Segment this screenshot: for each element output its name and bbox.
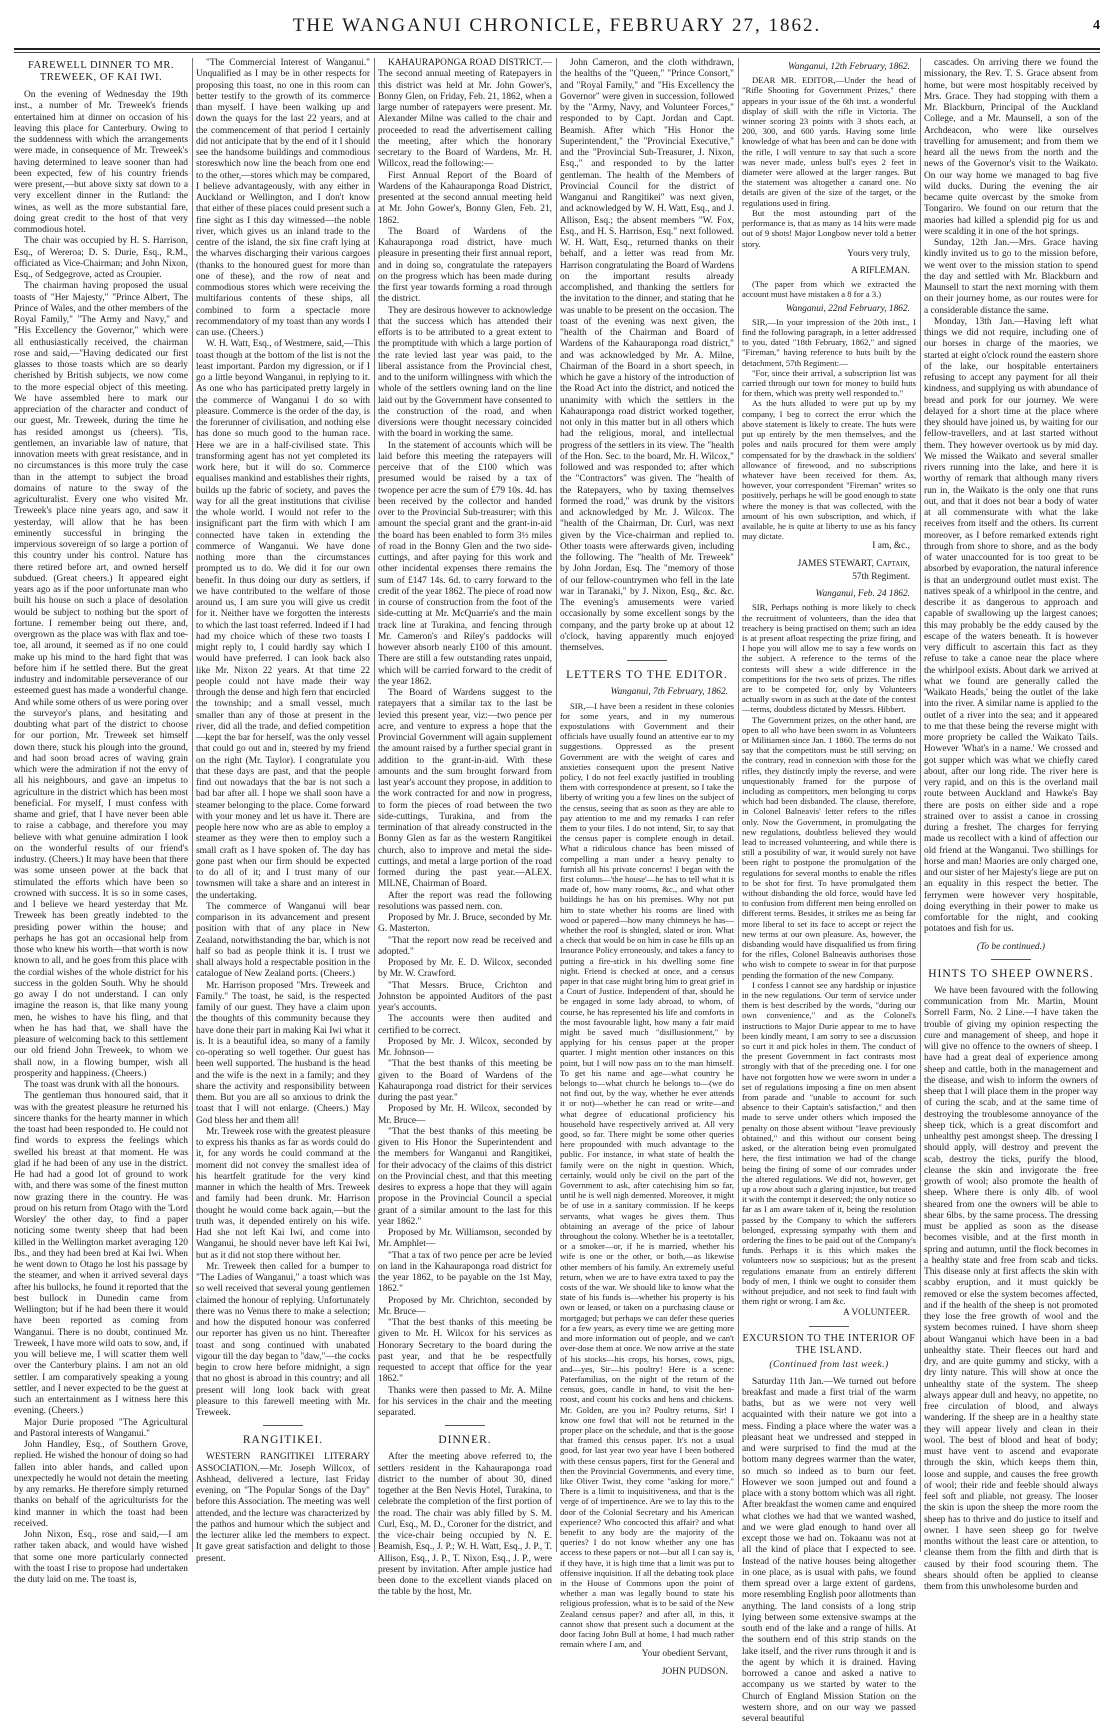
paragraph: "That the best thanks of this meeting be given to His Honor the Superintendent and the members for Wanganui and Rangitikei, for their advocacy of the claims of this district on the Provincial chest, and that this meeting desires to express a hope that they will again propose in the Provincial Council a special grant of a similar amount to the last for this year 1862." [378,1126,552,1227]
column-3 [378,58,552,1598]
letter-dateline: Wanganui, 22nd February, 1862. [785,303,910,314]
paragraph: John Handley, Esq., of Southern Grove, replied. He wished the honour of doing so had fallen into abler hands, and called upon unexpectedly he would not detain the meeting by any remarks. He therefore simply returned thanks on behalf of the agriculturists for the kind manner in which the toast had been received. [14,1440,188,1529]
article-heading: FAREWELL DINNER TO MR. TREWEEK, OF KAI IWI. [28,60,174,83]
paragraph: KAHAURAPONGA ROAD DISTRICT.—The second annual meeting of Ratepayers in this district was held at Mr. John Gower's, Bonny Glen, on Friday, Feb. 21, 1862, when a large number of ratepayers were present. Mr. Alexander Milne was called to the chair and proceeded to read the advertisement calling the meeting, after which the honorary secretary to the Board of Wardens, Mr. H. Willcox, read the following:— [378,58,552,170]
section-heading-rangitikei: RANGITIKEI. [242,1434,324,1447]
masthead-rule-thin [14,52,1100,53]
column-2 [196,58,370,1564]
paragraph: "The Commercial Interest of Wanganui." Unqualified as I may be in other respects for proposing this toast, no one in this room can better testify to the growth of its commerce than myself. I have been walking up and down the quays for the last 22 years, and at the commencement of that period I certainly did not anticipate that by the end of it I should see the handsome buildings and commodious storeswhich now line the beach from one end to the other,—stores which may be compared, I believe advantageously, with any either in Auckland or Wellington, and I don't know that either of these places could present such a fine sight as I this day witnessed—the noble river, which gives us an inland trade to the centre of the island, the six fine craft lying at the wharves discharging their various cargoes (thanks to the honoured guest for more than one of these), and the row of neat and commodious stores which were receiving the multifarious contents of these ships, all combined to form a spectacle more recommendatory of my toast than any words I can use. (Cheers.) [196,58,370,338]
section-rule [445,1425,485,1426]
section-heading-excursion: EXCURSION TO THE INTERIOR OF THE ISLAND. [742,1332,916,1356]
section-heading-dinner: DINNER. [438,1434,492,1447]
paragraph: The chairman having proposed the usual toasts of "Her Majesty," "Prince Albert, The Prince of Wales, and the other members of the Royal Family," "The Army and Navy," and "His Excellency the Governor," which were all enthusiastically received, the chairman rose and said,—"Having dedicated our first glasses to those toasts which are so dearly cherished by British subjects, we now come to the more especial object of this meeting. We have assembled here to mark our appreciation of the character and conduct of our guest, Mr. Treweek, during the time he has resided amongst us (cheers). 'Tis, gentlemen, an invariable law of nature, that innovation meets with great resistance, and in no circumstances is this more truly the case than in the attempt to subject the broad domains of nature to the sway of the agriculturalist. Every one who visited Mr. Treweek's place nine years ago, and saw it yesterday, will allow that he has been eminently successful in bringing the impervious sovereign of so large a portion of this country under his control. Nature has there retired before art, and owned herself subdued. (Great cheers.) It appeared eight years ago as if the poor unfortunate man who built his house on such a place of desolation would be subject to nothing but the sport of fortune. I remember being out there, and, overgrown as the place was with flax and toe-toe, all around, it seemed as if no one could make up his mind to the hard fight that was before him if he settled there. But the great industry and indomitable perseverance of our esteemed guest has made a wonderful change. And while some others of us were poring over the surveyor's plans, and hesitating and doubting what part of the district to choose for our portion, Mr. Treweek set himself down there, stuck his plough into the ground, and had soon broad acres of waving grain which were the admiration if not the envy of all his neighbours, and gave an impetus to agriculture in the district which has been most beneficial. For myself, I must confess with shame and grief, that I have never been able to raise a cabbage, and therefore you may believe with what genuine admiration I look on the wonderful results of our friend's industry. (Cheers.) It may have been that there was some unseen power at the back that stimulated the efforts which have been so crowned with success. It is so in some cases, and I believe we heard yesterday that Mr. Treweek has been greatly indebted to the presiding power within the house; and perhaps he has got an occasional help from those who knew his worth—that worth is now known to all, and he goes from this place with the cordial wishes of the whole district for his success in the golden South. Why he should go away I do not understand. I can only imagine the reason is, that like many young men, he wishes to have his fling, and that when he has had that, we shall have the pleasure of welcoming back to this settlement our old friend John Treweek, to whom we shall now, in a flowing bumper, wish all prosperity and happiness. (Cheers.) [14,281,188,1079]
paragraph: We have been favoured with the following communication from Mr. Martin, Mount Sorrell Farm, No. 2 Line.—I have taken the trouble of giving my opinion respecting the cure and management of sheep, and hope it will give no offence to the owners of sheep. I have had a great deal of experience among sheep and cattle, both in the management and the disease, and wish to inform the owners of sheep that I will place them in the proper way of curing the scab, and at the same time of destroying the troublesome annoyance of the sheep tick, which is a great discomfort and unhealthy pest amongst sheep. The dressing I should apply, will destroy and prevent the scab, destroy the ticks, purify the blood, cleanse the skin and invigorate the free growth of wool; also promote the health of sheep. Where there is only 4lb. of wool sheared from one the owners will be able to shear 6lbs. by the same process. The dressing must be applied as soon as the disease becomes visible, and at the first month in spring and autumn, until the flock becomes in a healthy state and free from scab and ticks. This disease only at first affects the skin with scabby eruption, and it must quickly be removed or else the system becomes affected, and if the health of the sheep is not promoted they lose the free growth of wool and the system becomes ruined. I have shorn sheep about Wanganui which have been in a bad unhealthy state. Their fleeces out hard and dry, and are quite gummy and sticky, with a dry linty nature. This will show at once the unhealthy state of the system. The sheep always appear dull and heavy, no appetite, no free circulation of blood, and always wandering. If the sheep are in a healthy state they will appear lively and clean in their wool. The best of blood and heat of body; must have vent to ascend and evaporate through the skin, which keeps them thin, loose and supple, and causes the free growth of wool; their ride and feeble should always feel soft and pliable, not greasy. The looser the skin is upon the sheep the more room the sheep has to thrive and do justice to itself and owner. I have seen sheep go for twelve months without the least care or attention, to cleanse them from the filth and dirth that is caused by their food scouring them. The shears should often be applied to cleanse them from this unwholesome burden and [924,985,1098,1592]
paragraph: The chair was occupied by H. S. Harrison, Esq., of Wereroa; D. S. Durie, Esq., R.M., officiated as Vice-Chairman; and John Nixon, Esq., of Sedgegrove, acted as Croupier. [14,236,188,280]
paragraph: The Board of Wardens suggest to the ratepayers that a similar tax to the last be levied this present year, viz:—two pence per acre, and venture to express a hope that the Provincial Government will again supplement the amount raised by a further special grant in addition to the grant-in-aid. With these amounts and the sum brought forward from last year's account they propose, in addition to the work contracted for and now in progress, to form the pieces of road between the two side-cuttings, Turakina, and from the termination of that already constructed in the Bonny Glen as far as the western Rangitikei church, also to improve and metal the side-cuttings, and metal a large portion of the road formed during the past year.—ALEX. MILNE, Chairman of Board. [378,688,552,890]
letter-paragraph: SIR,—In your impression of the 20th inst., I find the following paragraph, in a letter addressed to you, dated "18th February, 1862," and signed "Fireman," having reference to huts built by the detachment, 57th Regiment:— [742,316,916,368]
page-number: 4 [1093,18,1100,33]
paragraph: W. H. Watt, Esq., of Westmere, said,—This toast though at the bottom of the list is not the least important. Pardon my digression, or if I go a little beyond Wanganui, in replying to it. As one who has participated pretty largely in the commerce of Wanganui I do so with pleasure. Commerce is the order of the day, is the forerunner of civilisation, and nothing else has done so much good to the human race. Here we are in a half-civilised state. This transforming agent has not yet completed its work here, but it will do so. Commerce equalises mankind and establishes their rights, builds up the fabric of society, and paves the way for all the great institutions that civilise the whole world. I would not refer to the insignificant part the firm with which I am connected have taken in extending the commerce of Wanganui. We have done nothing more than the circumstances prompted us to do. We did it for our own benefit. In thus doing our duty as settlers, if we have contributed to the welfare of those around us, I am sure you will give us credit for it. Neither have we forgotten the interests to which the last toast referred. Indeed if I had had my choice which of these two toasts I might reply to, I could hardly say which I would have preferred. I can look back also like Mr. Nixon 22 years. At that time 22 people could not have made their way through the dense and high fern that encircled the township; and a small vessel, much smaller than any of those at present in the river, did all the trade, and defied competition—kept the bar for herself, was the only vessel that could go out and in, steered by my friend on the right (Mr. Taylor). I congratulate you that these days are past, and that the people find out nowadays that the bar is not such a bad bar after all. I hope we shall soon have a steamer belonging to the place. Come forward with your money and let us have it. There are people here now who are as able to employ a steamer as they were then to employ such a small craft as I have spoken of. The day has gone past when our firm should be expected to do all of it; and I trust many of our townsmen will take a share and an interest in the undertaking. [196,339,370,901]
letter-paragraph: SIR,—I have been a resident in these colonies for some years, and in my numerous expostulations with Government and their officials have usually found an attentive ear to my suggestions. Oppressed as the present Government are with the weight of cares and anxieties consequent upon the present Native policy, I do not feel exactly justified in troubling them with correspondence at present, so I take the liberty of writing you a few lines on the subject of the census, seeing that as soon as they are able to pay attention to me and my remarks I can refer them to your files. I do not intend, Sir, to say that the census paper is complete enough in detail. What a ridiculous chance has been missed of compelling a man under a heavy penalty to furnish all his private concerns! I began with the first column—'the house'—he has to tell what it is made of, how many rooms, &c., and what other buildings he has on his premises. Why not put him to state whether his rooms are lined with wood or papered—how many chimneys he has—whether the roof is shingled, slated or iron. What a check that would be on him in case he fills up an Insurance Policy erroneously, and takes a fancy to putting a fire-stick in his dwelling some fine night. Friend is checked at once, and a census paper in that case might bring him to great grief in a Court of Justice. Independent of that, should he be engaged in some lady abroad, to whom, of course, he has represented his life and comforts in the most favourable light, how many a fair maid might be saved much "disillusionment," by applying for his census paper at the proper quarter. I might mention other instances on this point, but I will now pass on to the man himself. To get his name and age—what country he belongs to—what church he belongs to—(we do not find out, by the way, whether he ever attends it or not)—whether he can read or write—and what degree of educational proficiency his household have respectively arrived at. All very good, so far. There might be some other queries here propounded with much advantage to the public. For instance, in what state of health the family were on the night in question. Which, certainly, would only be civil on the part of the Government to ask, after catechising him so far, until he is well nigh demented. Moreover, it might be of use in a sanitary commission. If he keeps servants, what wages he gives them. Thus obtaining an average of the price of labour throughout the colony. Whether he is a teetotaller, or a smoker—or, if he is married, whether his wife is one or the other, or both,—as likewise other members of his family. An extremely useful return, when we are to have extra taxed to pay the costs of the war. We should like to know what the state of his funds is—whether his property is his own or leased, or taken on a purchasing clause or mortgaged; but perhaps we can defer these queries for a few years, as every time we are getting more and more information out of people, and we can't over-dose them at once. We now arrive at the state of his stocks—his crops, his horses, cows, pigs, and—yes, Sir—his poultry! Here is a scene: Paterfamilias, on the night of the return of the census, goes, candle in hand, to visit the hen-roost, and count his cocks and hens and chickens. Mr. Golden, are you in? Poultry returns, Sir! I know one fowl that will not be returned in the proper place on the schedule, and that is the goose that framed this census paper. It's not a usual good, for last year two year have I been bothered with these census papers, first for the General and then the Provincial Governments, and every time, like Oliver Twist, they come "asking for more." There is a limit to inquisitiveness, and that is the verge of of impertinence. Are we to lay this to the door of the Colonial Secretary and his American experience? Who concocted this affair? and what benefit to any body are the majority of the queries? I do not know whether any one has access to these papers or not—but all I can say is, if they have, it is high time that a limit was put to offensive inquisition. If all the debating took place in the House of Commons upon the point of whether a man was legally bound to state his religious profession, what is to be said of the New Zealand census paper? and after all, in this, it cannot show that present such a document at the door facing John Bull at home, I had much rather remain where I am, and [560,700,734,1650]
paragraph: The Board of Wardens of the Kahauraponga road district, have much pleasure in presenting their first annual report, and in doing so, congratulate the ratepayers on the progress which has been made during the first year towards forming a road through the district. [378,226,552,305]
column-4 [560,58,734,1677]
paragraph: Proposed by Mr. J. Wilcox, seconded by Mr. Johnson— [378,1036,552,1058]
column-6 [924,58,1098,1592]
section-subheading: (Continued from last week.) [769,1359,889,1370]
paragraph: The accounts were then audited and certified to be correct. [378,1014,552,1036]
letter-paragraph: "For, since their arrival, a subscription list was carried through our town for money to build huts for them, which was pretty well responded to." [742,367,916,399]
paragraph: The toast was drunk with all the honours. [24,1080,180,1090]
paragraph: The commerce of Wanganui will bear comparison in its advancement and present position with that of any place in New Zealand, notwithstanding the bar, which is not half so bad as people think it is. I trust we shall always hold a respectable position in the catalogue of New Zealand ports. (Cheers.) [196,901,370,980]
columns [14,58,1100,1725]
column-divider [374,58,375,1552]
paragraph: Sunday, 12th Jan.—Mrs. Grace having kindly invited us to go to the mission before, we went over to the mission station to spend the day and settled with Mr. Blackburn and Maunsell to start the next morning with them on their journey home, as our routes were for a considerable distance the same. [924,238,1098,316]
paragraph: WESTERN RANGITIKEI LITERARY ASSOCIATION.—Mr. Joseph Willcox, of Ashhead, delivered a lecture, last Friday evening, on "The Popular Songs of the Day" before this Association. The meeting was well attended, and the lecture was characterized by the pathos and humour which the subject and the lecturer alike led the members to expect. It gave great satisfaction and delight to those present. [196,1452,370,1564]
letter-signoff: I am, &c., [872,541,910,552]
editor-note: (The paper from which we extracted the account must have mistaken a 8 for a 3.) [742,279,916,300]
section-rule [263,1425,303,1426]
letter-signoff: Yours very truly, [847,248,910,259]
section-rule [991,959,1031,960]
paragraph: John Nixon, Esq., rose and said,—I am rather taken aback, and would have wished that some one more particularly connected with the toast I rise to propose had undertaken the duty laid on me. The toast is, [14,1530,188,1585]
paragraph: In the statement of accounts which will be laid before this meeting the ratepayers will perceive that of the £100 which was presumed would be raised by a tax of twopence per acre the sum of £79 10s. 4d. has been received by the collector and handed over to the Provincial Sub-treasurer; with this amount the special grant and the grant-in-aid the board has been enabled to form 3½ miles of road in the Bonny Glen and the two side-cuttings, and after paying for this work and other incidental expenses there remains the sum of £147 14s. 6d. to carry forward to the credit of the year 1862. The piece of road now in course of construction from the foot of the side-cutting at Mr. McQuarrie's and the main track line at Turakina, and fencing through Mr. Cameron's and Riley's paddocks will however absorb nearly £100 of this amount. There are still a few outstanding rates unpaid, which will be carried forward to the credit of the year 1862. [378,440,552,687]
letter-paragraph: As the huts alluded to were put up by my company, I beg to correct the error which the above statement is likely to create. The huts were put up entirely by the men themselves, and the poles and nails procured for them were amply compensated for by the drawback in the soldiers' allowance of firewood, and no subscriptions whatever have been received for them. As, however, your correspondent "Fireman" writes so positively, perhaps he will be good enough to state where the money is that was collected, with the amount of his own subscription, and which, if available, he is quite at liberty to use as his fancy may dictate. [742,398,916,542]
column-divider [192,58,193,1552]
letter-paragraph: DEAR MR. EDITOR,—Under the head of "Rifle Shooting for Government Prizes," there appears in your issue of the 6th inst. a wonderful display of skill with the rifle in Victoria. The winner scoring 23 points with 3 shots each, at 200, 300, and 600 yards. Having some little knowledge of what has been and can be done with the rifle, I will venture to say that such a score was never made, unless bull's eyes 2 feet in diameter were allowed at the larger ranges. But the statement was altogether a canard one. No details are given of the size of the target, or the regulations used in firing. [742,75,916,208]
paragraph: Saturday 11th Jan.—We turned out before breakfast and made a first trial of the warm baths, but as we were not very well acquainted with their nature we got into a mess. Finding a place where the water was a pleasant heat we undressed and stepped in and were surprised to find the mud at the bottom many degrees warmer than the water, so much so indeed as to burn our feet. However we soon jumped out and found a place with a stony bottom which was all right. After breakfast the women came and enquired what clothes we had that we wanted washed, and we were glad enough to hand over all except those we had on. Tokaanu was not at all the kind of place that I expected to see. Instead of the native houses being altogether in one place, as is usual with pahs, we found them spread over a large extent of gardens, more resembling English poor allotments than anything. The land consists of a long strip lying between some extensive swamps at the south end of the lake and a range of hills. At the southern end of this strip stands on the lake itself, and the river runs through it and is the agent by which it is drained. Having borrowed a canoe and asked a native to accompany us we started by water to the Church of England Mission Station on the western shore, and on our way we passed several beautiful [742,1376,916,1725]
letter-signature-rank: 57th Regiment. [852,571,910,582]
letter-dateline: Wanganui, 7th February, 1862. [610,687,728,698]
letter-signature: JAMES STEWART, Captain, [797,558,910,569]
paragraph: cascades. On arriving there we found the missionary, the Rev. T. S. Grace absent from home, but were most hospitably received by Mrs. Grace. They had stopping with them a Mr. Blackburn, Principal of the Auckland College, and a Mr. Maunsell, a son of the Archdeacon, who were like ourselves travelling for amusement; and from them we heard all the news from the north and the news of the Governor's visit to the Waikato. On our way home we managed to bag five wild ducks. During the evening the air became quite overcast by the smoke from Tongariro. We found on our return that the maories had killed a splendid pig for us and were scalding it in one of the hot springs. [924,58,1098,237]
letter-dateline: Wanganui, Feb. 24 1862. [815,589,910,600]
paragraph: Proposed by Mr. Chrichton, seconded by Mr. Bruce— [378,1295,552,1317]
column-5 [742,58,916,1725]
paragraph: Proposed by Mr. Williamson, seconded by Mr. Amphlet— [378,1228,552,1250]
letter-paragraph: SIR, Perhaps nothing is more likely to check the recruitment of volunteers, than the idea that treachery is being practised on them; such an idea is at present afloat respecting the prize firing, and I hope you will allow me to say a few words on the subject. A reference to the terms of the contests will shew a wide difference in the competitions for the two sets of prizes. The rifles are to be competed for, only by Volunteers actually sworn in as such at the date of the contest—terms, doubtless dictated by Messrs. Hibbert. [742,602,916,715]
paragraph: They are desirous however to acknowledge that the success which has attended their efforts is to be attributed to a great extent to the promptitude with which a large portion of the rate levied last year was paid, to the liberal assistance from the Provincial chest, and to the uniform willingness with which the whole of the settlers owning land on the line laid out by the Government have consented to the construction of the road, and when diversions were thought necessary coincided with the board in working the same. [378,305,552,440]
paragraph: The gentleman thus honoured said, that it was with the greatest pleasure he returned his sincere thanks for the hearty manner in which the toast had been responded to. He could not find words to express the feelings which swelled his breast at that moment. He was glad if he had been of any use in the district. He had had a good lot of ground to work with, and there was some of the finest mutton now grazing there in the country. He was proud on his return from Otago with the 'Lord Worsley' the other day, to find a paper noticing some twenty sheep that had been killed in the Wellington market averaging 120 lbs., and they had been bred at Kai Iwi. When he went down to Otago he lost his passage by the steamer, and when it arrived several days after his bullocks, he found it reported that the best bullock in Dunedin came from Wellington; but if he had been there it would have been reported as coming from Wanganui. There is no doubt, continued Mr. Treweek, I have more wild oats to sow, and, if you will believe me, I will scatter them well over the Canterbury plains. I am not an old settler. I am comparatively speaking a young settler, and I never expected to be the guest at such an entertainment as I witness here this evening. (Cheers.) [14,1091,188,1417]
paragraph: Mr. Harrison proposed "Mrs. Treweek and Family." The toast, he said, is the respected family of our guest. They have a claim upon the thoughts of this community because they have done their part in making Kai Iwi what it is. It is a beautiful idea, so many of a family co-operating so well together. Our guest has been well supported. The husband is the head and the wife is the next in a family; and they share the activity and responsibility between them. But you are all so anxious to drink the toast that I will not enlarge. (Cheers.) May God bless her and them all! [196,980,370,1126]
paragraph: "That the best thanks of this meeting be given to the Board of Wardens of the Kahauraponga road district for their services during the past year." [378,1059,552,1103]
paragraph: Proposed by Mr. E. D. Wilcox, seconded by Mr. W. Crawford. [378,958,552,980]
newspaper-title: THE WANGANUI CHRONICLE, FEBRUARY 27, 1862. [292,15,822,36]
letter-dateline: Wanganui, 12th February, 1862. [787,62,910,72]
letter-signature: A RIFLEMAN. [851,265,910,276]
paragraph: "That the best thanks of this meeting be given to Mr. H. Wilcox for his services as Honorary Secretary to the board during the past year, and that he be respectfully requested to accept that office for the year 1862." [378,1318,552,1385]
column-divider [556,58,557,1552]
letter-signature: A VOLUNTEER. [842,1308,910,1319]
paragraph: Mr. Treweek then called for a bumper to "The Ladies of Wanganui," a toast which was so well received that several young gentlemen claimed the honour of replying. Unfortunately there was no Venus there to make a selection; and how the disputed honour was conferred our reporter has given us no hint. Thereafter toast and song continued with unabated vigour till the day began to "daw,"—the cocks begin to crow here before midnight, a sign that no ghost is abroad in this country; and all present will long look back with great pleasure to this farewell meeting with Mr. Treweek. [196,1261,370,1418]
letter-signoff: Your obedient Servant, [641,1649,728,1660]
column-divider [920,58,921,1552]
masthead-rule [14,48,1100,50]
paragraph: Mr. Treweek rose with the greatest pleasure to express his thanks as far as words could do it, for any words he could command at the moment did not convey the smallest idea of his heartfelt gratitude for the very kind manner in which the health of Mrs. Treweek and family had been drunk. Mr. Harrison thought he would come back again,—but the truth was, it depended entirely on his wife. Had she not left Kai Iwi, and come into Wanganui, he should never have left Kai Iwi, but as it did not stop there without her. [196,1126,370,1261]
section-heading-sheep: HINTS TO SHEEP OWNERS. [928,967,1094,980]
paragraph: "That a tax of two pence per acre be levied on land in the Kahauraponga road district for the year 1862, to be payable on the 1st May, 1862." [378,1250,552,1295]
paragraph: First Annual Report of the Board of Wardens of the Kahauraponga Road District, presented at the second annual meeting held at Mr. John Gower's, Bonny Glen, Feb. 21, 1862. [378,170,552,226]
letter-paragraph: I confess I cannot see any hardship or injustice in the new regulations. Our term of service under them is best described by the words, "during our own convenience," and as the Colonel's instructions to Major Durie appear to me to have been kindly meant, I am sorry to see a discussion so curt it and pick holes in them. The conduct of the present Government in fact contrasts most strongly with that of the preceding one. I for one have not forgotten how we were sworn in under a set of regulations imposing a fine on men absent from parade and "unable to account for such absence to their Captain's satisfaction," and then made to serve under others which imposed the penalty on those absent without "leave previously obtained," and this without our consent being asked, or the alteration being even promulgated here, the first intimation we had of the change being the fining of some of our comrades under the altered regulations. We did not, however, get up a row about such a glaring injustice, but treated it with the contempt it deserved; the only notice so far as I am aware taken of it, being the resolution passed by the Company to which the sufferers belonged, expressing sympathy with them and ordering the fines to be paid out of the Company's funds. Perhaps it is this which makes the volunteers now so suspicious; but as the present regulations emanate from an entirely different body of men, I think we ought to consider them without prejudice, and not seek to find fault with them right or wrong. I am &c. [742,979,916,1307]
paragraph: Major Durie proposed "The Agricultural and Pastoral interests of Wanganui." [14,1417,188,1439]
paragraph: After the report was read the following resolutions was passed nem. con. [378,890,552,912]
paragraph: Thanks were then passed to Mr. A. Milne for his services in the chair and the meeting separated. [378,1385,552,1418]
masthead [14,6,1100,46]
paragraph: John Cameron, and the cloth withdrawn, the healths of the "Queen," "Prince Consort," and "Royal Family," and "His Excellency the Governor" were given in succession, followed by the "Army, Navy, and Volunteer Forces," responded to by Capt. Jordan and Capt. Beamish. After which "His Honor the Superintendent," the "Provincial Executive," and the "Provincial Sub-Treasurer, J. Nixon, Esq.," and responded to by the latter gentleman. The health of the Members of Provincial Council for the district of Wanganui and Rangitikei" was next given, and acknowledged by W. H. Watt, Esq., and J. Allison, Esq.; the absent members "W. Fox, Esq., and H. S. Harrison, Esq." next followed. W. H. Watt, Esq., returned thanks on their behalf, and a letter was read from Mr. Harrison congratulating the Board of Wardens on the important results already accomplished, and thanking the settlers for the invitation to the dinner, and stating that he was unable to be present on the occasion. The toast of the evening was next given, the "health of the Chairman and Board of Wardens of the Kahauraponga road district," and was acknowledged by Mr. A. Milne, Chairman of the Board in a short speech, in which he gave a history of the introduction of the Road Act into the district, and noticed the unanimity with which the settlers in the Kahauraponga road district worked together, not only in this matter but in all others which had the religious, moral, and intellectual progress of the settlers in its view. The "health of the Hon. Sec. to the board, Mr. H. Wilcox," followed and was responded to; after which the "Contractors" was given. The "health of the Ratepayers, who by taxing themselves formed the road," was drunk by the visitors and acknowledged by Mr. J. Wilcox. The "health of the Chairman, Dr. Curl, was next given by the Vice-chairman and replied to. Other toasts were afterwards given, including the following. The "health of Mr. Treweek" by John Jordan, Esq. The "memory of those of our fellow-countrymen who fell in the late war in Taranaki," by J. Nixon, Esq., &c. &c. The evening's amusements were varied occasionally by some excellent songs by the company, and the party broke up at about 12 o'clock, having apparently much enjoyed themselves. [560,58,734,653]
paragraph: "That the report now read be received and adopted." [378,935,552,957]
column-divider [738,58,739,1552]
paragraph: Monday, 13th Jan.—Having left what things we did not require, including one of our horses in charge of the maories, we started at eight o'clock round the eastern shore of the lake, our hospitable entertainers refusing to accept any payment for all their kindness, and supplying us with abundance of bread and pork for our journey. We were delayed for a short time at the place where they should have joined us, by waiting for our fellow-travellers, and at last started without them. They however overtook us by mid day. We missed the Waikato and several smaller rivers running into the lake, and here it is worthy of remark that although many rivers run in, the Waikato is the only one that runs out, and that it does not bear a body of water at all commensurate with what the lake receives from itself and the others. Its current moreover, as I before remarked extends right through from shore to shore, and as the body of water unaccounted for is too great to be absorbed by evaporation, the natural inference is that an underground outlet must exist. The natives speak of a whirlpool in the centre, and describe it as dangerous to approach and capable of swallowing up the largest canoes; this may probably be the eddy caused by the escape of the waters beneath. It is however very difficult to ascertain this fact as they refuse to take a canoe near the place where the whirlpool exists. About dark we arrived at what we found are generally called the 'Waikato Heads,' being the outlet of the lake into the river. A similar name is applied to the outlet of a river into the sea; and it appeared to me that these being the reverse might with more propriety be called the Waikato Tails. However 'What's in a name.' We crossed and got supper which was what we chiefly cared about, after our long ride. The river here is very rapid, and on this is the overland mail route between Auckland and Hawke's Bay there are posts on either side and a rope strained over to assist a canoe in crossing during a freshet. The charges for ferrying made us recollect with a kind of affection our old friend at the Wanganui. Two shillings for horse and man! Maories are only charged one, and our sister of her Majesty's liege are put on an equality in this respect the better. The ferrymen were however very hospitable, doing everything in their power to make us comfortable for the night, and cooking potatoes and fish for us. [924,316,1098,935]
paragraph: "That Messrs. Bruce, Crichton and Johnston be appointed Auditors of the past year's accounts. [378,980,552,1013]
paragraph: Proposed by Mr. J. Bruce, seconded by Mr. G. Masterton. [378,913,552,935]
section-rule [809,1326,849,1327]
section-heading-letters: LETTERS TO THE EDITOR. [566,669,728,682]
section-rule [627,660,667,661]
paragraph: Proposed by Mr. H. Wilcox, seconded by Mr. Bruce— [378,1104,552,1126]
letter-paragraph: The Government prizes, on the other hand, are open to all who have been sworn in as Volunteers or Militiamen since Jan. 1 1860. The terms do not say that the competitors must be still serving; on the contrary, read in connexion with those for the rifles, they distinctly imply the reverse, and were unquestionably framed for the purpose of including as competitors, men belonging to corps which had been disbanded. The clause, therefore, in Colonel Balneavis' letter refers to the rifles only. Now the Government, in promulgating the new regulations, doubtless believed they would lead to increased volunteering, and while there is still a possibility of war, it would surely not have been right to postpone the promulgation of the regulations for several months to enable the rifles to be shot for first. To have promulgated them without disbanding the old force, would have led to confusion from different men being enrolled on different terms. Besides, it strikes me as being far more liberal to set its face to accept or reject the new terms at our own pleasure. As, however, the disbanding would have disqualified us from firing for the rifles, Colonel Balneavis authorises those who wish to compete to swear in for that purpose pending the formation of the new Company. [742,714,916,980]
paragraph: On the evening of Wednesday the 19th inst., a number of Mr. Treweek's friends entertained him at dinner on occasion of his leaving this place for Canterbury. Owing to the suddenness with which the arrangements were made, in consequence of Mr. Treweek's having determined to leave sooner than had been expected, few of his country friends were present,—but above sixty sat down to a very excellent dinner in the Rutland: the wines, as well as the more substantial fare, doing great credit to the host of that very commodious hotel. [14,90,188,235]
letter-signature: JOHN PUDSON. [661,1666,728,1677]
column-1 [14,58,188,1585]
to-be-continued: (To be continued.) [976,941,1046,952]
paragraph: After the meeting above referred to, the settlers resident in the Kahauraponga road district to the number of about 30, dined together at the Ben Nevis Hotel, Turakina, to celebrate the completion of the first portion of the road. The chair was ably filled by S. M. Curl, Esq., M. D., Coroner for the district, and the vice-chair being occupied by N. E. Beamish, Esq., J. P.; W. H. Watt, Esq., J. P., T. Allison, Esq., J. P., T. Nixon, Esq., J. P., were present by invitation. After ample justice had been done to the excellent viands placed on the table by the host, Mr. [378,1452,552,1598]
letter-paragraph: But the most astounding part of the performance is, that as many as 14 hits were made out of 9 shots! Major Longbow never told a better story. [742,207,916,249]
